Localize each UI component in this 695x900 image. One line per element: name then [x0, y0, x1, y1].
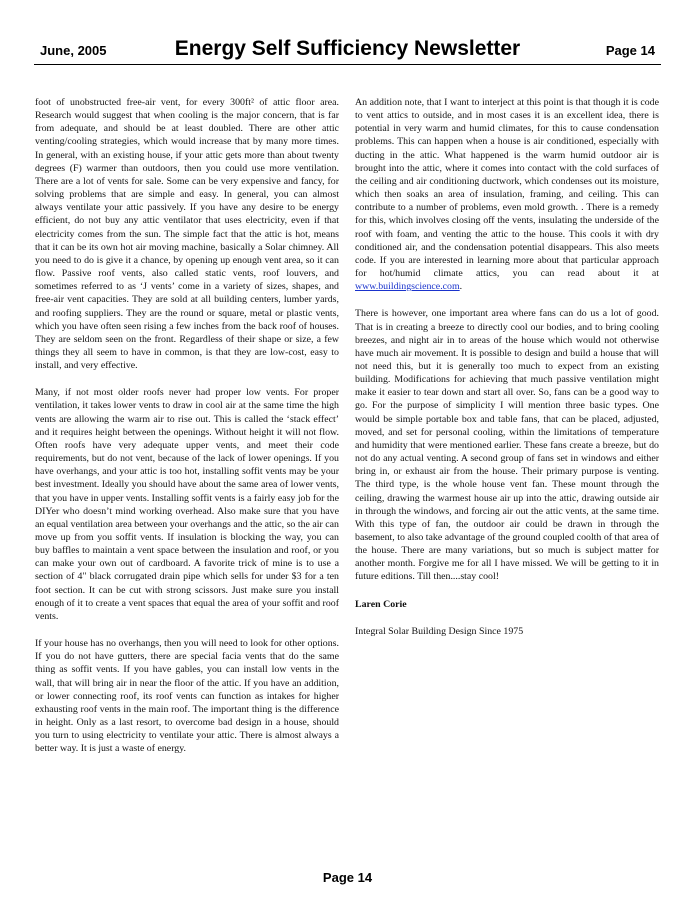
right-paragraph-2: There is however, one important area where fans can do us a lot of good. That is in creating a breeze to directly cool our bodies, and to bring cooling breezes, and night air in to areas of the house which would not otherwise have much air movement. It is possible to design and build a house that will not need this, but it is generally too much to expect from an existing building. Modifications for achieving that much passive ventilation might make it easier to tear down and start all over. So, fans can be a good way to go. For the purpose of simplicity I will mention three basic types. One would be simple portable box and table fans, that can be placed, adjusted, moved, and set for personal cooling, within the limitations of temperature and humidity that were mentioned earlier. These fans create a breeze, but do not do any actual venting. A second group of fans set in windows and either bring in, or exhaust air from the house. Their primary purpose is venting. The third type, is the whole house vent fan. These mount through the ceiling, drawing the warmest house air up into the attic, drawing outside air in through the windows, and forcing air out the attic vents, at the same time. With this type of fan, the outdoor air could be drawn in through the basement, to also take advantage of the ground coupled coolth of that area of the house. There are many variations, but so much is subject matter for another month. Forgive me for all I have missed. We will be getting to it in future editions. Till then....stay cool!: [355, 308, 659, 583]
left-column: [35, 96, 339, 770]
author-name: Laren Corie: [355, 598, 407, 610]
right-paragraph-1-end: .: [459, 281, 463, 293]
left-paragraph-1: foot of unobstructed free-air vent, for every 300ft² of attic floor area. Research would suggest that when cooling is the major concern, that is far from adequate, and should be at least doubled. There are other attic venting/cooling strategies, which would increase that by many more times. In general, with an existing house, if your attic gets more than about twenty degrees (F) warmer than outdoors, then you could use more ventilation. There are a lot of vents for sale. Some can be very expensive and fancy, for solving problems that are simple and easy. In general, you can almost always ventilate your attic passively. If you have any desire to be energy efficient, do not buy any attic ventilator that uses electricity, even if that electricity comes from the sun. The simple fact that the attic is hot, means that it can be its own hot air moving machine, basically a Solar chimney. All you need to do is give it a chance, by opening up enough vent area, so it can flow. Passive roof vents, also called static vents, roof louvers, and sometimes referred to as ‘J vents’ come in a variety of sizes, shapes, and free-air vent capacities. They are sold at all building centers, lumber yards, and roofing suppliers. They are the round or square, metal or plastic vents, which you have often seen rising a few inches from the back roof of houses. They are seldom seen on the front. Regardless of their shape or size, a few things they all seem to have in common, is that they are low-cost, easy to install, and very effective.: [35, 97, 339, 372]
issue-date: June, 2005: [40, 43, 107, 58]
left-paragraph-3: If your house has no overhangs, then you will need to look for other options. If you do not have gutters, there are special facia vents that do the same thing as soffit vents. If you have gables, you can install low vents in the wall, that will bring air in near the floor of the attic. If you have an addition, or lower connecting roof, its roof vents can function as intakes for higher exhausting roof vents in the main roof. The important thing is the difference in height. Only as a last resort, to overcome bad design in a house, should you turn to using electricity to ventilate your attic. There is almost always a better way. It is just a waste of energy.: [35, 638, 339, 755]
left-paragraph-2: Many, if not most older roofs never had proper low vents. For proper ventilation, it takes lower vents to draw in cool air at the same time the high vents are allowing the warm air to rise out. This is called the ‘stack effect’ and it requires height between the openings. Without height it will not flow. Often roofs have very adequate upper vents, and meet their code requirements, but do not vent, because of the lack of lower openings. If you have overhangs, and your attic is too hot, installing soffit vents may be your best investment. Ideally you should have about the same area of lower vents, that you have in upper vents. Installing soffit vents is a fairly easy job for the DIYer who doesn’t mind working overhead. Also make sure that you have an equal ventilation area between your overhangs and the attic, so the air can move up from you soffit vents. If insulation is blocking the way, you can buy baffles to maintain a vent space between the insulation and roof, or you can make your own out of cardboard. A favorite trick of mine is to use a section of 4" black corrugated drain pipe which sells for under $3 for a ten foot section. It can be cut with strong scissors. Just make sure you install enough of it to create a vent spaces that equal the area of your soffit and roof vents.: [35, 387, 339, 622]
newsletter-header: [34, 38, 661, 65]
building-science-link[interactable]: www.buildingscience.com: [355, 281, 460, 293]
footer-page-number: Page 14: [322, 870, 373, 885]
right-column: [355, 96, 659, 652]
right-paragraph-1-text: An addition note, that I want to interject at this point is that though it is code to vent attics to outside, and in most cases it is an excellent idea, there is potential in very warm and humid climates, for this to cause condensation problems. This can happen when a house is air conditioned, especially with ducting in the attic. What happened is the warm humid outdoor air is brought into the attic, where it comes into contact with the cold surfaces of the ceiling and air conditioning ductwork, which condenses out its moisture, which then soaks an area of insulation, framing, and ceiling. This can contribute to a number of problems, even mold growth. . There is a remedy for this, which involves closing off the vents, insulating the underside of the roof with foam, and venting the attic to the house. This cools it with dry conditioned air, and the condensation potential disappears. This also meets code. If you are interested in learning more about that particular approach for hot/humid climate attics, you can read about it at: [355, 97, 659, 280]
author-signature: [355, 598, 659, 638]
newsletter-title: Energy Self Sufficiency Newsletter: [174, 37, 521, 60]
header-page-number: Page 14: [605, 43, 655, 58]
right-paragraph-1: [355, 96, 659, 293]
author-organization: Integral Solar Building Design Since 1975: [355, 625, 524, 637]
